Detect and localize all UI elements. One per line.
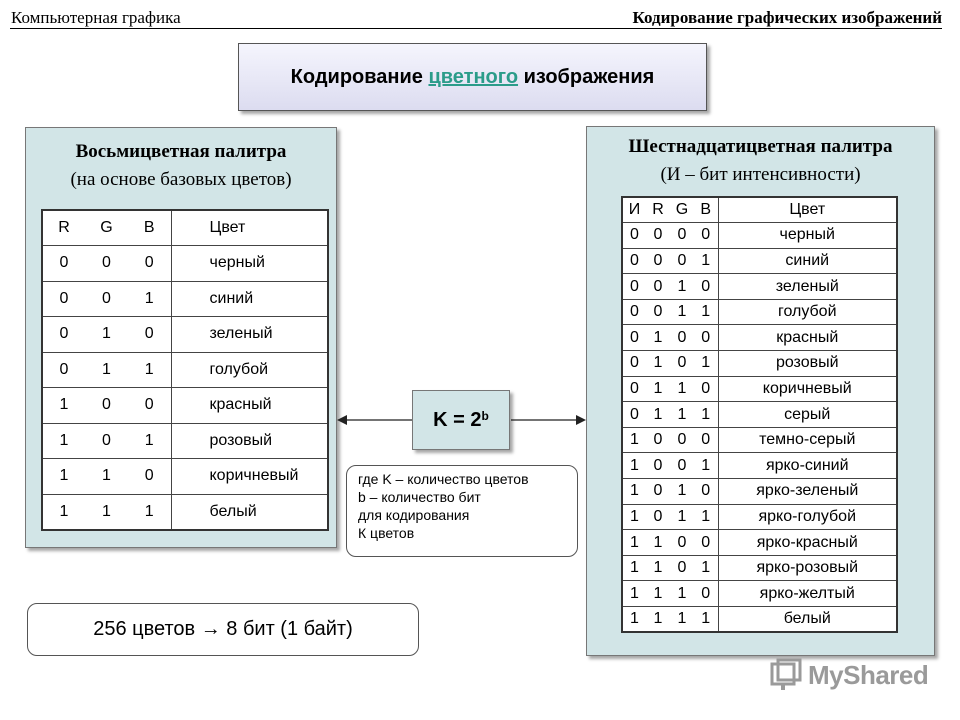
- formula-box: [412, 390, 510, 450]
- bit-b: 0: [694, 325, 718, 351]
- color-name: ярко-зеленый: [718, 479, 897, 505]
- eight-color-table: [41, 209, 329, 531]
- bit-r: 1: [42, 423, 85, 459]
- table-header-row: [622, 197, 897, 223]
- table-row: [42, 246, 328, 282]
- bit-b: 1: [694, 555, 718, 581]
- slides-icon: [770, 658, 802, 692]
- bit-r: 1: [646, 376, 670, 402]
- color-name: коричневый: [718, 376, 897, 402]
- title-prefix: Кодирование: [290, 65, 429, 88]
- table-row: [42, 281, 328, 317]
- bit-g: 0: [670, 453, 694, 479]
- table-row: [622, 479, 897, 505]
- title-suffix: изображения: [518, 65, 655, 88]
- bit-r: 1: [646, 607, 670, 633]
- bit-b: 1: [128, 281, 171, 317]
- bit-i: 0: [622, 376, 646, 402]
- table-row: [42, 494, 328, 530]
- bit-i: 0: [622, 274, 646, 300]
- arrow-right-icon: [511, 413, 586, 427]
- bit-b: 0: [128, 459, 171, 495]
- table-row: [622, 248, 897, 274]
- bit-g: 0: [670, 530, 694, 556]
- bit-g: 1: [670, 581, 694, 607]
- header-divider: [10, 28, 942, 29]
- table-row: [622, 223, 897, 249]
- bit-b: 1: [694, 453, 718, 479]
- color-name: синий: [171, 281, 328, 317]
- bit-b: 1: [694, 607, 718, 633]
- column-header: Цвет: [171, 210, 328, 246]
- bit-g: 1: [670, 607, 694, 633]
- bit-i: 0: [622, 351, 646, 377]
- table-row: [622, 376, 897, 402]
- header-right-title: Кодирование графических изображений: [632, 8, 942, 27]
- table-row: [622, 453, 897, 479]
- color-name: синий: [718, 248, 897, 274]
- sixteen-palette-title: Шестнадцатицветная палитра: [628, 136, 893, 157]
- table-row: [622, 351, 897, 377]
- sixteen-color-panel: [586, 126, 935, 656]
- color-name: ярко-голубой: [718, 504, 897, 530]
- bit-r: 1: [646, 555, 670, 581]
- table-header-row: [42, 210, 328, 246]
- column-header: И: [622, 197, 646, 223]
- column-header: G: [670, 197, 694, 223]
- bit-b: 1: [694, 402, 718, 428]
- bit-b: 1: [128, 423, 171, 459]
- bit-b: 1: [128, 352, 171, 388]
- bit-r: 0: [646, 274, 670, 300]
- bottom-statement: [27, 603, 419, 656]
- bit-b: 0: [694, 427, 718, 453]
- table-row: [42, 317, 328, 353]
- bit-r: 1: [646, 325, 670, 351]
- bit-g: 1: [85, 494, 128, 530]
- bit-r: 0: [646, 248, 670, 274]
- bit-b: 0: [128, 246, 171, 282]
- bit-r: 0: [646, 299, 670, 325]
- bit-i: 1: [622, 453, 646, 479]
- bit-b: 0: [694, 223, 718, 249]
- watermark-text: MyShared: [808, 659, 929, 690]
- formula-base: K = 2: [433, 408, 482, 431]
- color-name: голубой: [718, 299, 897, 325]
- eight-palette-title: Восьмицветная палитра: [75, 141, 287, 162]
- bit-i: 1: [622, 607, 646, 633]
- color-name: ярко-синий: [718, 453, 897, 479]
- table-row: [42, 388, 328, 424]
- bit-r: 1: [42, 388, 85, 424]
- bit-r: 0: [646, 453, 670, 479]
- table-row: [42, 423, 328, 459]
- bit-b: 1: [128, 494, 171, 530]
- bit-i: 1: [622, 530, 646, 556]
- table-row: [622, 274, 897, 300]
- bit-g: 1: [670, 479, 694, 505]
- bit-g: 1: [670, 504, 694, 530]
- bit-i: 1: [622, 581, 646, 607]
- note-line: для кодирования: [358, 507, 470, 523]
- bit-g: 0: [85, 281, 128, 317]
- bit-b: 0: [694, 376, 718, 402]
- color-name: темно-серый: [718, 427, 897, 453]
- bit-g: 0: [85, 388, 128, 424]
- watermark-logo: [770, 656, 928, 694]
- note-line: где K – количество цветов: [358, 471, 529, 487]
- color-name: черный: [171, 246, 328, 282]
- color-name: серый: [718, 402, 897, 428]
- bit-b: 0: [694, 479, 718, 505]
- table-row: [622, 427, 897, 453]
- table-row: [622, 530, 897, 556]
- bit-r: 1: [646, 402, 670, 428]
- column-header: B: [128, 210, 171, 246]
- color-name: зеленый: [171, 317, 328, 353]
- color-name: зеленый: [718, 274, 897, 300]
- color-name: черный: [718, 223, 897, 249]
- bit-r: 0: [42, 352, 85, 388]
- bit-b: 1: [694, 351, 718, 377]
- bit-r: 1: [42, 494, 85, 530]
- sixteen-color-table: [621, 196, 898, 633]
- bit-b: 0: [694, 274, 718, 300]
- bit-g: 1: [670, 274, 694, 300]
- color-name: белый: [171, 494, 328, 530]
- bit-r: 0: [646, 427, 670, 453]
- bit-g: 0: [670, 427, 694, 453]
- bit-i: 1: [622, 555, 646, 581]
- bit-g: 0: [85, 423, 128, 459]
- bit-b: 0: [128, 317, 171, 353]
- header-left-title: Компьютерная графика: [11, 8, 181, 27]
- bit-g: 1: [85, 317, 128, 353]
- bit-i: 0: [622, 299, 646, 325]
- column-header: R: [42, 210, 85, 246]
- bit-r: 0: [42, 317, 85, 353]
- table-row: [622, 325, 897, 351]
- bit-r: 1: [646, 530, 670, 556]
- bit-g: 1: [670, 376, 694, 402]
- eight-color-panel: [25, 127, 337, 548]
- color-name: красный: [171, 388, 328, 424]
- table-row: [42, 352, 328, 388]
- slide-title: [238, 43, 707, 111]
- bit-b: 1: [694, 299, 718, 325]
- bit-g: 0: [85, 246, 128, 282]
- bit-i: 1: [622, 427, 646, 453]
- table-row: [622, 402, 897, 428]
- column-header: Цвет: [718, 197, 897, 223]
- column-header: R: [646, 197, 670, 223]
- table-row: [622, 555, 897, 581]
- note-line: К цветов: [358, 525, 415, 541]
- color-name: голубой: [171, 352, 328, 388]
- bit-i: 1: [622, 504, 646, 530]
- bit-g: 1: [670, 402, 694, 428]
- bit-r: 0: [646, 223, 670, 249]
- note-line: b – количество бит: [358, 489, 481, 505]
- bottom-statement-text: 256 цветов → 8 бит (1 байт): [93, 618, 353, 640]
- bit-i: 0: [622, 402, 646, 428]
- color-name: красный: [718, 325, 897, 351]
- color-name: розовый: [718, 351, 897, 377]
- bit-r: 0: [646, 479, 670, 505]
- bit-g: 1: [85, 459, 128, 495]
- bit-b: 1: [694, 504, 718, 530]
- table-row: [42, 459, 328, 495]
- bit-r: 0: [646, 504, 670, 530]
- bit-g: 0: [670, 248, 694, 274]
- eight-palette-subtitle: (на основе базовых цветов): [70, 169, 292, 190]
- bit-i: 1: [622, 479, 646, 505]
- color-name: коричневый: [171, 459, 328, 495]
- color-name: ярко-желтый: [718, 581, 897, 607]
- bit-i: 0: [622, 325, 646, 351]
- color-name: ярко-розовый: [718, 555, 897, 581]
- bit-g: 0: [670, 325, 694, 351]
- bit-g: 0: [670, 223, 694, 249]
- table-row: [622, 607, 897, 633]
- table-row: [622, 299, 897, 325]
- color-name: ярко-красный: [718, 530, 897, 556]
- bit-b: 1: [694, 248, 718, 274]
- bit-g: 1: [670, 299, 694, 325]
- color-name: розовый: [171, 423, 328, 459]
- title-link-colored[interactable]: цветного: [428, 65, 519, 88]
- bit-r: 1: [42, 459, 85, 495]
- bit-g: 0: [670, 351, 694, 377]
- table-row: [622, 504, 897, 530]
- bit-r: 0: [42, 281, 85, 317]
- color-name: белый: [718, 607, 897, 633]
- formula-exponent: b: [481, 409, 489, 423]
- bit-r: 1: [646, 581, 670, 607]
- bit-b: 0: [694, 530, 718, 556]
- bit-g: 1: [85, 352, 128, 388]
- column-header: G: [85, 210, 128, 246]
- sixteen-palette-subtitle: (И – бит интенсивности): [660, 164, 861, 185]
- bit-b: 0: [128, 388, 171, 424]
- bit-i: 0: [622, 223, 646, 249]
- column-header: B: [694, 197, 718, 223]
- bit-i: 0: [622, 248, 646, 274]
- bit-b: 0: [694, 581, 718, 607]
- table-row: [622, 581, 897, 607]
- bit-r: 0: [42, 246, 85, 282]
- formula-note: [346, 465, 578, 557]
- bit-g: 0: [670, 555, 694, 581]
- bit-r: 1: [646, 351, 670, 377]
- arrow-left-icon: [337, 413, 412, 427]
